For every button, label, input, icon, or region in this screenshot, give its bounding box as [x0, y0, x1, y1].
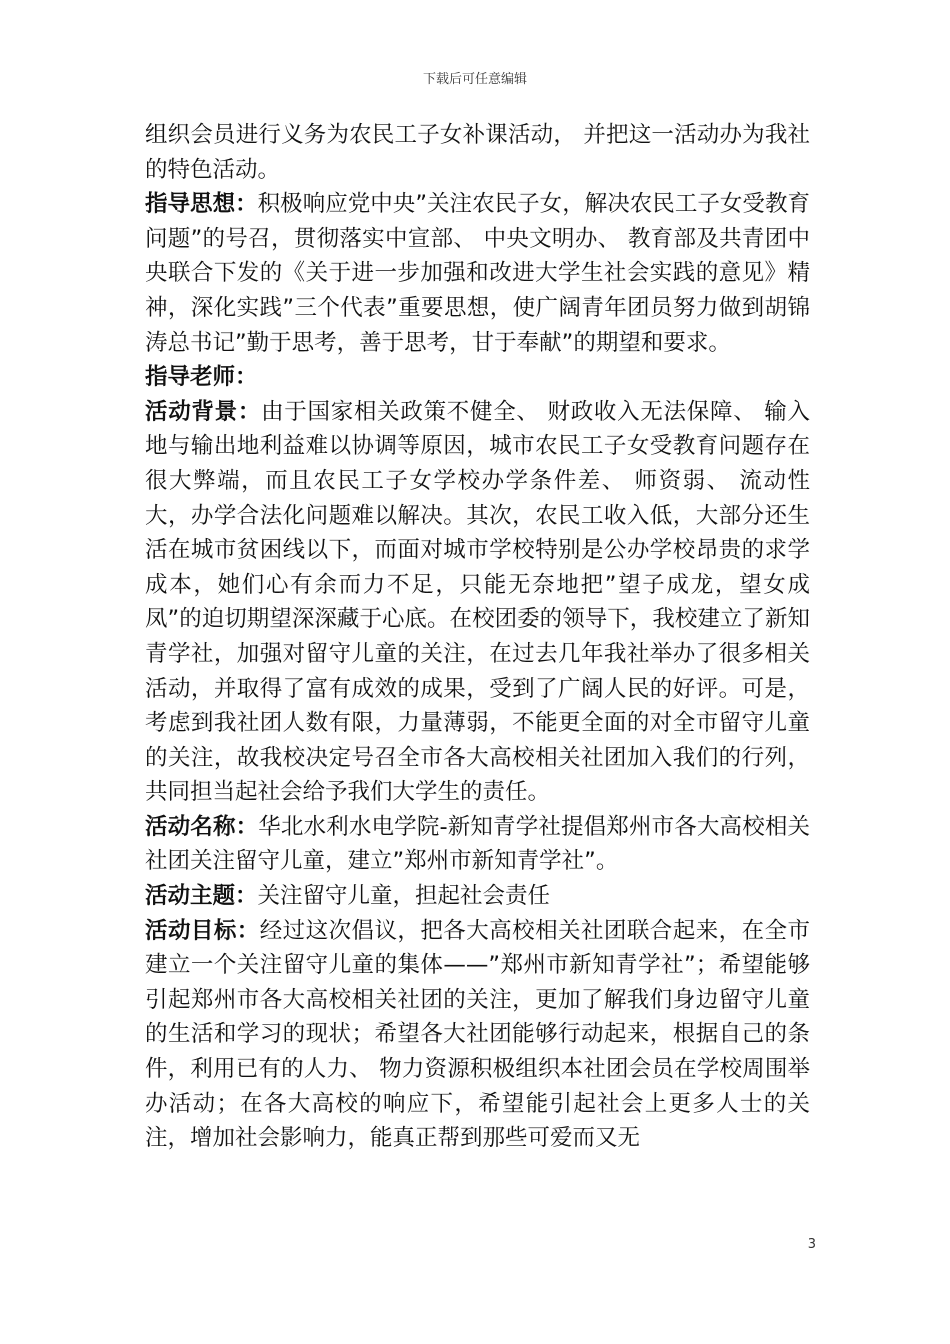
document-body — [145, 118, 810, 1156]
page-header: 下载后可任意编辑 — [422, 72, 527, 87]
page-number: 3 — [807, 1237, 816, 1252]
paragraph-label: 活动目标： — [145, 917, 260, 944]
paragraph-text: 积极响应党中央”关注农民子女，解决农民工子女受教育问题”的号召，贯彻落实中宣部、 中央文明办、 教育部及共青团中央联合下发的《关于进一步加强和改进大学生社会实践的意见》精神，深化实践”三个代表”重要思想，使广阔青年团员努力做到胡锦涛总书记”勤于思考，善于思考，甘于奉献”的期望和要求。 — [145, 191, 810, 356]
paragraph-activity-goal — [145, 914, 810, 1156]
paragraph-text: 华北水利水电学院-新知青学社提倡郑州市各大高校相关社团关注留守儿童，建立”郑州市新知青学社”。 — [145, 813, 810, 875]
paragraph-label: 指导思想： — [145, 191, 258, 218]
paragraph-label: 活动背景： — [145, 398, 262, 425]
paragraph-text: 经过这次倡议，把各大高校相关社团联合起来，在全市建立一个关注留守儿童的集体——”郑州市新知青学社”；希望能够引起郑州市各大高校相关社团的关注，更加了解我们身边留守儿童的生活和学习的现状；希望各大社团能够行动起来，根据自己的条件，利用已有的人力、 物力资源积极组织本社团会员在学校周围举办活动；在各大高校的响应下，希望能引起社会上更多人士的关注，增加社会影响力，能真正帮到那些可爱而又无 — [145, 917, 810, 1152]
paragraph-background — [145, 395, 810, 810]
paragraph-text: 关注留守儿童，担起社会责任 — [257, 883, 551, 910]
paragraph-intro — [145, 118, 810, 187]
paragraph-instructor — [145, 360, 810, 395]
paragraph-text: 由于国家相关政策不健全、 财政收入无法保障、 输入地与输出地利益难以协调等原因，城市农民工子女受教育问题存在很大弊端，而且农民工子女学校办学条件差、 师资弱、 流动性大，办学合法化问题难以解决。其次，农民工收入低，大部分还生活在城市贫困线以下，而面对城市学校特别是公办学校昂贵的求学成本，她们心有余而力不足，只能无奈地把”望子成龙，望女成凤”的迫切期望深深藏于心底。在校团委的领导下，我校建立了新知青学社，加强对留守儿童的关注，在过去几年我社举办了很多相关活动，并取得了富有成效的成果，受到了广阔人民的好评。可是，考虑到我社团人数有限，力量薄弱，不能更全面的对全市留守儿童的关注，故我校决定号召全市各大高校相关社团加入我们的行列，共同担当起社会给予我们大学生的责任。 — [145, 398, 810, 806]
paragraph-text: 组织会员进行义务为农民工子女补课活动， 并把这一活动办为我社的特色活动。 — [145, 122, 810, 183]
paragraph-activity-name — [145, 810, 810, 879]
paragraph-guiding-ideology — [145, 187, 810, 360]
paragraph-label: 活动名称： — [145, 813, 259, 840]
paragraph-activity-theme — [145, 879, 810, 914]
paragraph-label: 指导老师： — [145, 364, 258, 391]
paragraph-label: 活动主题： — [145, 883, 258, 910]
